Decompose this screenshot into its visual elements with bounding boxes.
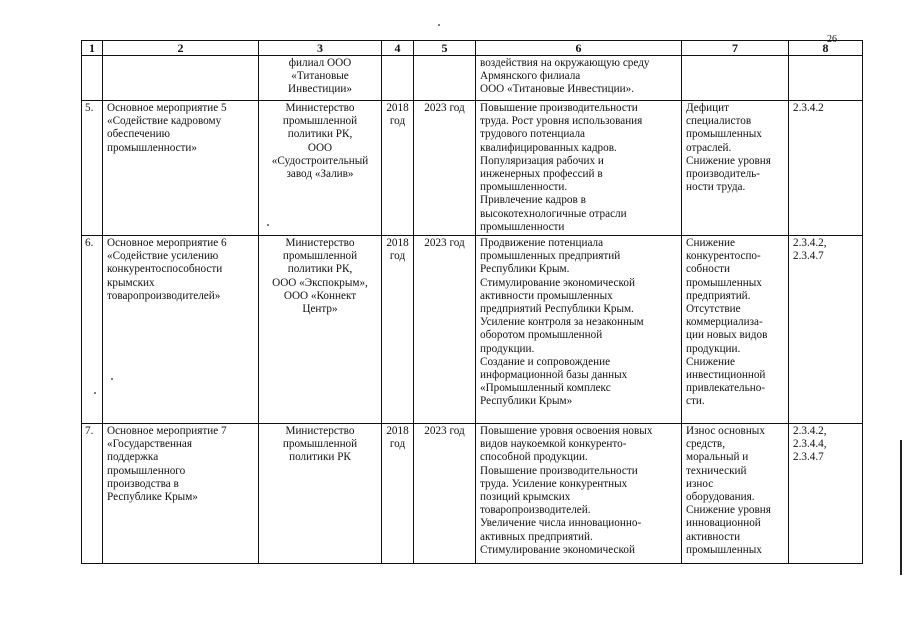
executor: Министерство промышленной политики РК, ООО «Экспокрым», ООО «Коннект Центр» — [259, 236, 382, 424]
expected-result: Повышение производительности труда. Рост уровня использования трудового потенциала квалифицированных кадров. Популяризация рабочих и инженерных профессий в промышленности. Привлечение кадров в высокотехнологичные отрасли промышленности — [476, 101, 682, 236]
measure-name — [103, 56, 259, 101]
indicator-links: 2.3.4.2, 2.3.4.4, 2.3.4.7 — [789, 424, 863, 564]
non-implementation-consequences: Дефицит специалистов промышленных отраслей. Снижение уровня производитель- ности труда. — [682, 101, 789, 236]
end-year — [414, 56, 476, 101]
table-row — [82, 236, 863, 424]
expected-result: Продвижение потенциала промышленных предприятий Республики Крым. Стимулирование экономической активности промышленных предприятий Республики Крым. Усиление контроля за незаконным оборотом промышленной продукции. Создание и сопровождение информационной базы данных «Промышленный комплекс Республики Крым» — [476, 236, 682, 424]
start-year: 2018 год — [382, 236, 414, 424]
scan-edge-line — [900, 440, 902, 575]
indicator-links: 2.3.4.2 — [789, 101, 863, 236]
indicator-links: 2.3.4.2, 2.3.4.7 — [789, 236, 863, 424]
col-header-7: 7 — [682, 41, 789, 56]
end-year: 2023 год — [414, 236, 476, 424]
col-header-5: 5 — [414, 41, 476, 56]
table-row — [82, 101, 863, 236]
start-year: 2018 год — [382, 424, 414, 564]
end-year: 2023 год — [414, 424, 476, 564]
executor: филиал ООО «Титановые Инвестиции» — [259, 56, 382, 101]
header-row — [82, 41, 863, 56]
non-implementation-consequences — [682, 56, 789, 101]
col-header-2: 2 — [103, 41, 259, 56]
table-row — [82, 424, 863, 564]
scan-speck — [94, 392, 96, 394]
expected-result: Повышение уровня освоения новых видов наукоемкой конкуренто- способной продукции. Повышение производительности труда. Усиление конкурентных позиций крымских товаропроизводителей. Увеличение числа инновационно- активных предприятий. Стимулирование экономической — [476, 424, 682, 564]
row-number: 6. — [82, 236, 103, 424]
executor: Министерство промышленной политики РК, ООО «Судостроительный завод «Залив» — [259, 101, 382, 236]
col-header-4: 4 — [382, 41, 414, 56]
measure-name: Основное мероприятие 7 «Государственная поддержка промышленного производства в Республике Крым» — [103, 424, 259, 564]
non-implementation-consequences: Износ основных средств, моральный и технический износ оборудования. Снижение уровня инновационной активности промышленных — [682, 424, 789, 564]
row-number: 7. — [82, 424, 103, 564]
col-header-8: 8 — [789, 41, 863, 56]
measure-name: Основное мероприятие 5 «Содействие кадровому обеспечению промышленности» — [103, 101, 259, 236]
page-number: 26 — [827, 34, 837, 45]
measures-table — [81, 40, 863, 564]
row-number — [82, 56, 103, 101]
end-year: 2023 год — [414, 101, 476, 236]
executor: Министерство промышленной политики РК — [259, 424, 382, 564]
row-number: 5. — [82, 101, 103, 236]
table-row-continuation — [82, 56, 863, 101]
measure-name: Основное мероприятие 6 «Содействие усилению конкурентоспособности крымских товаропроизводителей» — [103, 236, 259, 424]
scan-speck — [438, 24, 440, 26]
scan-speck — [267, 224, 269, 226]
expected-result: воздействия на окружающую среду Армянского филиала ООО «Титановые Инвестиции». — [476, 56, 682, 101]
indicator-links — [789, 56, 863, 101]
scan-speck — [111, 378, 113, 380]
non-implementation-consequences: Снижение конкурентоспо- собности промышленных предприятий. Отсутствие коммерциализа- ции новых видов продукции. Снижение инвестиционной привлекательно- сти. — [682, 236, 789, 424]
start-year — [382, 56, 414, 101]
col-header-6: 6 — [476, 41, 682, 56]
col-header-3: 3 — [259, 41, 382, 56]
col-header-1: 1 — [82, 41, 103, 56]
start-year: 2018 год — [382, 101, 414, 236]
